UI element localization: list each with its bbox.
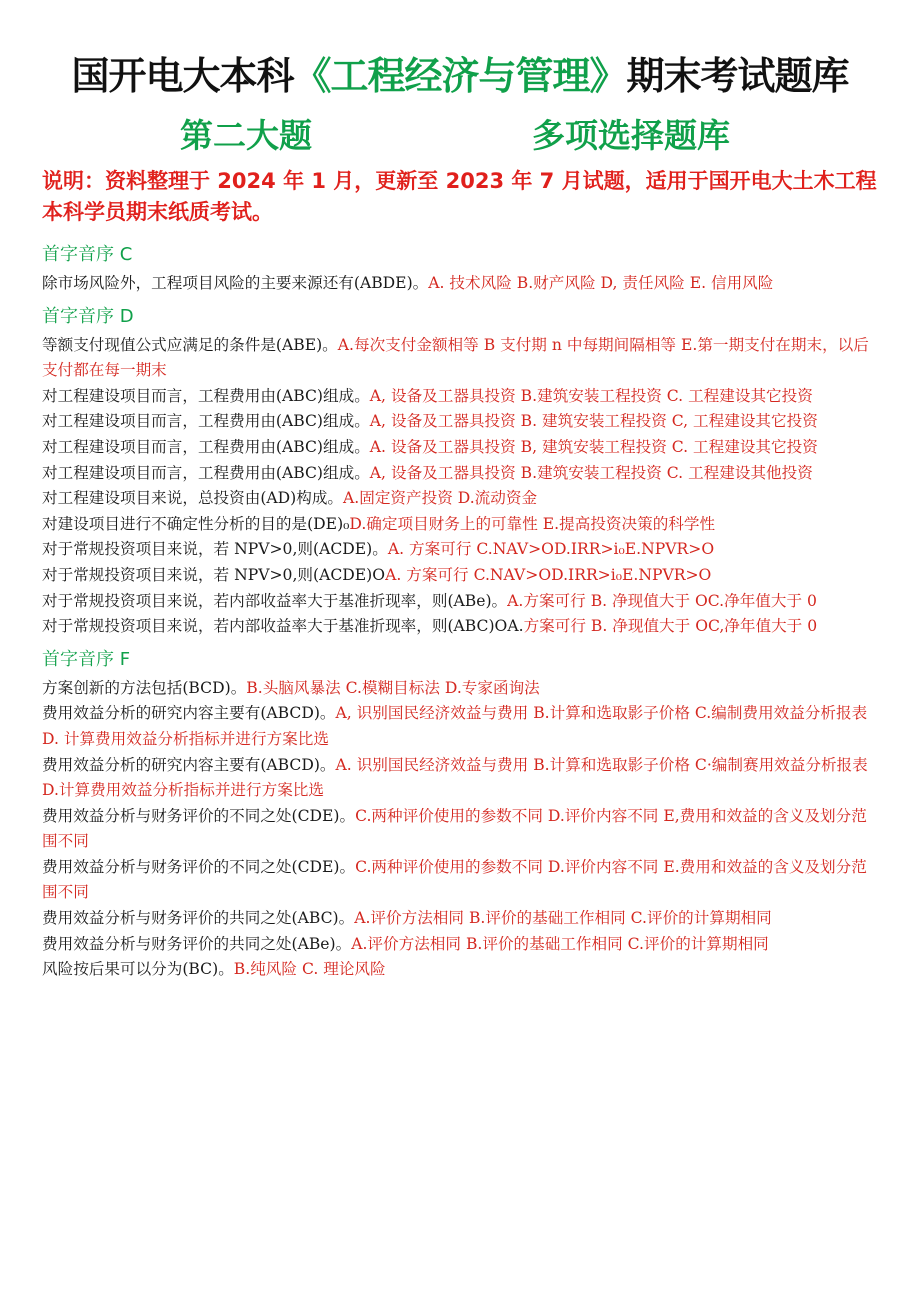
question-text: 对建设项目进行不确定性分析的目的是(DE)₀ — [42, 514, 350, 533]
question-item — [42, 753, 882, 804]
question-part: 第二大题 — [180, 116, 312, 155]
answer-text: A. 方案可行 C.NAV>OD.IRR>i₀E.NPVR>O — [385, 565, 712, 584]
section-heading: 首字音序 D — [42, 305, 134, 327]
answer-text: A.每次支付金额相等 B 支付期 n 中每期间隔相等 E.第一期支付在期末，以后支付都在每一期末 — [42, 335, 869, 380]
answer-text: 方案可行 B. 净现值大于 OC,净年值大于 0 — [523, 617, 818, 636]
question-item — [42, 486, 882, 512]
question-list — [42, 676, 882, 983]
question-text: 费用效益分析与财务评价的共同之处(ABe)。 — [42, 934, 352, 953]
question-text: 费用效益分析的研究内容主要有(ABCD)。 — [42, 755, 336, 774]
answer-text: A. 识别国民经济效益与费用 B.计算和选取影子价格 C·编制赛用效益分析报表 D.计算费用效益分析指标并进行方案比选 — [42, 755, 868, 800]
section-subtitle — [0, 112, 920, 160]
answer-text: B.头脑风暴法 C.模糊目标法 D.专家函询法 — [246, 678, 540, 697]
question-item — [42, 957, 882, 983]
question-item — [42, 333, 882, 384]
question-item — [42, 676, 882, 702]
question-text: 对工程建设项目而言，工程费用由(ABC)组成。 — [42, 386, 370, 405]
answer-text: A, 设备及工器具投资 B. 建筑安装工程投资 C, 工程建设其它投资 — [369, 412, 818, 431]
question-text: 等额支付现值公式应满足的条件是(ABE)。 — [42, 335, 338, 354]
title-prefix: 国开电大本科 — [71, 54, 294, 98]
question-text: 对工程建设项目而言，工程费用由(ABC)组成。 — [42, 412, 370, 431]
question-text: 对于常规投资项目来说，若内部收益率大于基准折现率，则(ABe)。 — [42, 591, 508, 610]
question-text: 费用效益分析与财务评价的不同之处(CDE)。 — [42, 857, 356, 876]
question-type: 多项选择题库 — [532, 116, 730, 155]
question-list — [42, 333, 882, 640]
answer-text: A.评价方法相同 B.评价的基础工作相同 C.评价的计算期相同 — [354, 909, 772, 928]
question-item — [42, 701, 882, 752]
question-item — [42, 932, 882, 958]
question-text: 对于常规投资项目来说，若内部收益率大于基准折现率，则(ABC)OA. — [42, 617, 524, 636]
question-text: 对工程建设项目而言，工程费用由(ABC)组成。 — [42, 437, 370, 456]
document-title — [0, 52, 920, 100]
answer-text: C.两种评价使用的参数不同 D.评价内容不同 E.费用和效益的含义及划分范围不同 — [42, 857, 867, 902]
answer-text: D.确定项目财务上的可靠性 E.提高投资决策的科学性 — [349, 514, 716, 533]
question-text: 费用效益分析与财务评价的共同之处(ABC)。 — [42, 909, 355, 928]
answer-text: A. 设备及工器具投资 B, 建筑安装工程投资 C. 工程建设其它投资 — [369, 437, 818, 456]
question-text: 费用效益分析与财务评价的不同之处(CDE)。 — [42, 806, 356, 825]
question-item — [42, 384, 882, 410]
section-heading: 首字音序 F — [42, 648, 131, 670]
question-text: 费用效益分析的研究内容主要有(ABCD)。 — [42, 704, 336, 723]
question-text: 除市场风险外，工程项目风险的主要来源还有(ABDE)。 — [42, 274, 429, 292]
question-item — [42, 804, 882, 855]
question-item — [42, 906, 882, 932]
answer-text: B.纯风险 C. 理论风险 — [233, 960, 386, 979]
answer-text: A.评价方法相同 B.评价的基础工作相同 C.评价的计算期相同 — [351, 934, 769, 953]
answer-text: A.方案可行 B. 净现值大于 OC.净年值大于 0 — [507, 591, 817, 610]
answer-text: A, 设备及工器具投资 B.建筑安装工程投资 C. 工程建设其它投资 — [369, 386, 813, 405]
question-item — [42, 435, 882, 461]
question-bank — [42, 243, 882, 983]
letter-section — [42, 648, 882, 983]
question-item — [42, 589, 882, 615]
description-note: 说明：资料整理于 2024 年 1 月，更新至 2023 年 7 月试题，适用于国开电大土木工程本科学员期末纸质考试。 — [42, 169, 877, 224]
question-item — [42, 855, 882, 906]
question-text: 对于常规投资项目来说，若 NPV>0,则(ACDE)。 — [42, 540, 388, 559]
answer-text: A. 技术风险 B.财产风险 D, 责任风险 E. 信用风险 — [428, 274, 774, 292]
answer-text: A. 方案可行 C.NAV>OD.IRR>i₀E.NPVR>O — [387, 540, 715, 559]
question-item — [42, 537, 882, 563]
title-suffix: 期末考试题库 — [626, 54, 849, 98]
course-name: 《工程经济与管理》 — [293, 54, 627, 98]
question-item — [42, 512, 882, 538]
answer-text: A, 识别国民经济效益与费用 B.计算和选取影子价格 C.编制费用效益分析报表 D. 计算费用效益分析指标并进行方案比选 — [42, 704, 868, 748]
letter-section — [42, 243, 882, 297]
question-item — [42, 409, 882, 435]
section-heading: 首字音序 C — [42, 244, 133, 265]
question-item — [42, 563, 882, 589]
question-text: 对工程建设项目而言，工程费用由(ABC)组成。 — [42, 463, 370, 482]
question-text: 风险按后果可以分为(BC)。 — [42, 960, 234, 979]
letter-section — [42, 305, 882, 640]
question-item — [42, 461, 882, 487]
question-text: 对工程建设项目来说，总投资由(AD)构成。 — [42, 489, 344, 508]
question-text: 对于常规投资项目来说，若 NPV>0,则(ACDE)O — [42, 565, 386, 584]
question-item — [42, 271, 882, 297]
answer-text: A.固定资产投资 D.流动资金 — [343, 489, 538, 508]
answer-text: A, 设备及工器具投资 B.建筑安装工程投资 C. 工程建设其他投资 — [369, 463, 813, 482]
answer-text: C.两种评价使用的参数不同 D.评价内容不同 E,费用和效益的含义及划分范围不同 — [42, 806, 867, 851]
question-text: 方案创新的方法包括(BCD)。 — [42, 678, 247, 697]
question-list — [42, 271, 882, 297]
question-item — [42, 614, 882, 640]
